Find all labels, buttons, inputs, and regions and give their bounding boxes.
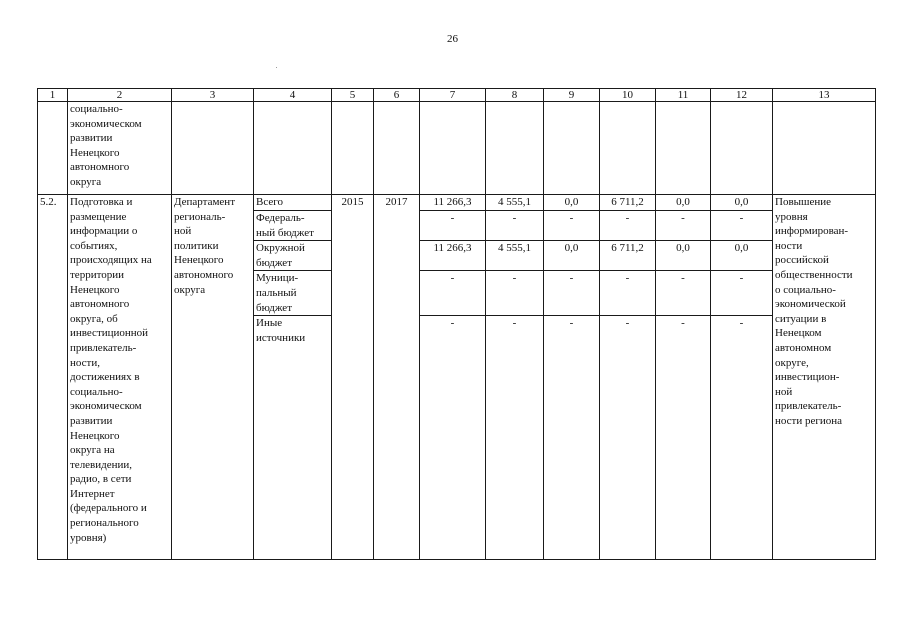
col-num-13: 13 <box>773 89 876 102</box>
cont-cell-1 <box>38 102 68 195</box>
cont-cell-9 <box>544 102 600 195</box>
value-other-col12: - <box>711 316 773 560</box>
scan-speck <box>276 67 277 68</box>
value-federal-col11: - <box>656 211 711 241</box>
value-total-col9: 0,0 <box>544 195 600 211</box>
source-row-total <box>38 195 876 211</box>
cont-cell-6 <box>374 102 420 195</box>
value-other-col11: - <box>656 316 711 560</box>
value-other-col9: - <box>544 316 600 560</box>
value-municipal-col7: - <box>420 271 486 316</box>
col-num-12: 12 <box>711 89 773 102</box>
value-total-col8: 4 555,1 <box>486 195 544 211</box>
cont-cell-4 <box>254 102 332 195</box>
item-result: Повышение уровня информирован- ности российской общественности о социально- экономической ситуации в Ненецком автономном округе, инвестицион- ной привлекатель- ности региона <box>773 195 876 560</box>
cont-cell-13 <box>773 102 876 195</box>
start-year: 2015 <box>332 195 374 560</box>
cont-cell-3 <box>172 102 254 195</box>
item-executor: Департамент региональ- ной политики Ненецкого автономного округа <box>172 195 254 560</box>
value-other-col7: - <box>420 316 486 560</box>
col-num-9: 9 <box>544 89 600 102</box>
value-federal-col9: - <box>544 211 600 241</box>
continuation-row <box>38 102 876 195</box>
col-num-6: 6 <box>374 89 420 102</box>
cont-cell-11 <box>656 102 711 195</box>
value-municipal-col11: - <box>656 271 711 316</box>
source-label-total: Всего <box>254 195 332 211</box>
value-district-col11: 0,0 <box>656 241 711 271</box>
value-federal-col10: - <box>600 211 656 241</box>
col-num-5: 5 <box>332 89 374 102</box>
value-total-col11: 0,0 <box>656 195 711 211</box>
col-num-11: 11 <box>656 89 711 102</box>
end-year: 2017 <box>374 195 420 560</box>
value-district-col12: 0,0 <box>711 241 773 271</box>
cont-cell-12 <box>711 102 773 195</box>
col-num-1: 1 <box>38 89 68 102</box>
value-municipal-col10: - <box>600 271 656 316</box>
value-total-col7: 11 266,3 <box>420 195 486 211</box>
col-num-3: 3 <box>172 89 254 102</box>
value-federal-col8: - <box>486 211 544 241</box>
value-district-col7: 11 266,3 <box>420 241 486 271</box>
item-name: Подготовка и размещение информации о событиях, происходящих на территории Ненецкого автономного округа, об инвестиционной привлекатель- ности, достижениях в социально- экономическом развитии Ненецкого округа на телевидении, радио, в сети Интернет (федерального и регионального уровня) <box>68 195 172 560</box>
value-district-col8: 4 555,1 <box>486 241 544 271</box>
cont-cell-5 <box>332 102 374 195</box>
col-num-7: 7 <box>420 89 486 102</box>
value-total-col12: 0,0 <box>711 195 773 211</box>
value-district-col9: 0,0 <box>544 241 600 271</box>
col-num-8: 8 <box>486 89 544 102</box>
source-label-municipal: Муници- пальный бюджет <box>254 271 332 316</box>
value-federal-col12: - <box>711 211 773 241</box>
program-table <box>37 88 876 560</box>
column-number-row <box>38 89 876 102</box>
source-label-federal: Федераль- ный бюджет <box>254 211 332 241</box>
cont-cell-8 <box>486 102 544 195</box>
col-num-4: 4 <box>254 89 332 102</box>
value-municipal-col12: - <box>711 271 773 316</box>
col-num-2: 2 <box>68 89 172 102</box>
value-other-col8: - <box>486 316 544 560</box>
col-num-10: 10 <box>600 89 656 102</box>
value-district-col10: 6 711,2 <box>600 241 656 271</box>
item-number: 5.2. <box>38 195 68 560</box>
value-municipal-col8: - <box>486 271 544 316</box>
cont-cell-10 <box>600 102 656 195</box>
value-municipal-col9: - <box>544 271 600 316</box>
cont-cell-7 <box>420 102 486 195</box>
cont-name-cell: социально- экономическом развитии Ненецкого автономного округа <box>68 102 172 195</box>
value-other-col10: - <box>600 316 656 560</box>
value-federal-col7: - <box>420 211 486 241</box>
source-label-other: Иные источники <box>254 316 332 560</box>
page-number: 26 <box>447 33 458 45</box>
source-label-district: Окружной бюджет <box>254 241 332 271</box>
value-total-col10: 6 711,2 <box>600 195 656 211</box>
